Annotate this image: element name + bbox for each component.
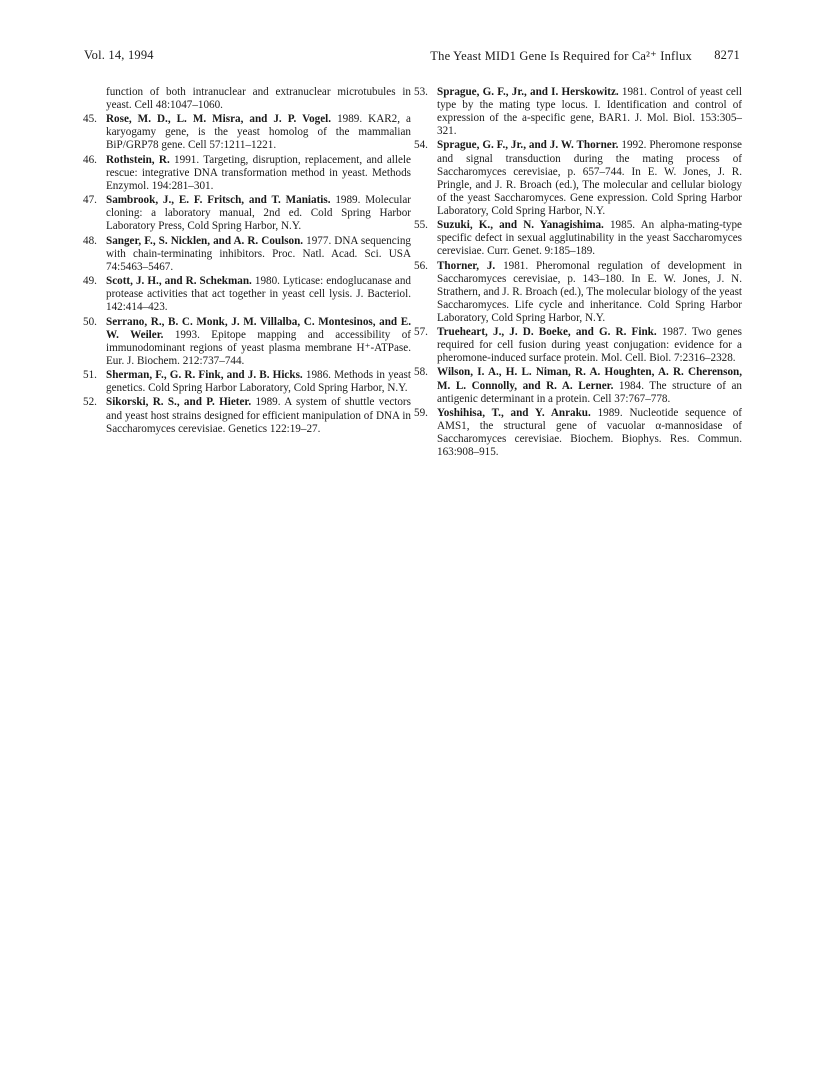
reference-body: [106, 194, 411, 233]
reference-authors: Rothstein, R.: [106, 153, 170, 166]
reference-number: 47.: [83, 194, 97, 207]
reference-number: 59.: [414, 406, 428, 419]
reference-column-right: [414, 86, 742, 460]
reference-body: [106, 316, 411, 368]
reference-body: [437, 260, 742, 325]
reference-number: 55.: [414, 219, 428, 232]
reference-column-left: [83, 86, 411, 437]
reference-text: 1992. Pheromone response and signal transduction during the mating process of Saccharomyces cerevisiae, p. 657–744. In E. W. Jones, J. R. Pringle, and J. R. Broach (ed.), The molecular and cellular biology of the yeast Saccharomyces. Gene expression. Cold Spring Harbor Laboratory, Cold Spring Harbor, N.Y.: [437, 139, 742, 217]
reference-text: 1984. The structure of an antigenic determinant in a protein. Cell 37:767–778.: [437, 379, 742, 405]
reference-number: 53.: [414, 86, 428, 98]
reference-authors: Wilson, I. A., H. L. Niman, R. A. Houghten, A. R. Cherenson, M. L. Connolly, and R. A. Lerner.: [437, 366, 742, 392]
reference-authors: Sprague, G. F., Jr., and I. Herskowitz.: [437, 86, 619, 98]
reference-body: [437, 219, 742, 258]
reference-number: 54.: [414, 139, 428, 152]
reference-text: 1989. Molecular cloning: a laboratory manual, 2nd ed. Cold Spring Harbor Laboratory Press, Cold Spring Harbor, N.Y.: [106, 194, 411, 233]
reference-authors: Sanger, F., S. Nicklen, and A. R. Coulson.: [106, 234, 304, 247]
reference-entry: [414, 260, 742, 325]
reference-text: 1989. A system of shuttle vectors and yeast host strains designed for efficient manipulation of DNA in Saccharomyces cerevisiae. Genetics 122:19–27.: [106, 396, 411, 435]
reference-text: 1989. Nucleotide sequence of AMS1, the structural gene of vacuolar α-mannosidase of Saccharomyces cerevisiae. Biochem. Biophys. Res. Commun. 163:908–915.: [437, 406, 743, 459]
reference-text: 1993. Epitope mapping and accessibility of immunodominant regions of yeast plasma membrane H⁺-ATPase. Eur. J. Biochem. 212:737–744.: [106, 328, 411, 367]
reference-text: 1985. An alpha-mating-type specific defect in sexual agglutinability in the yeast Saccharomyces cerevisiae. Curr. Genet. 9:185–189.: [437, 219, 742, 258]
reference-list-right: [414, 86, 742, 459]
reference-authors: Sambrook, J., E. F. Fritsch, and T. Maniatis.: [106, 194, 331, 207]
reference-entry: [414, 366, 742, 405]
reference-body: [106, 369, 411, 395]
reference-entry: [83, 235, 411, 274]
reference-number: 49.: [83, 275, 97, 288]
reference-entry: [83, 275, 411, 314]
reference-authors: Trueheart, J., J. D. Boeke, and G. R. Fink.: [437, 326, 657, 339]
reference-number: 58.: [414, 366, 428, 379]
reference-entry: [414, 326, 742, 365]
reference-entry: [83, 113, 411, 152]
reference-entry: [83, 369, 411, 395]
reference-authors: Yoshihisa, T., and Y. Anraku.: [437, 406, 591, 419]
reference-entry: [414, 219, 742, 258]
running-title: The Yeast MID1 Gene Is Required for Ca²⁺ Influx: [430, 49, 692, 63]
reference-body: [106, 396, 411, 435]
reference-number: 52.: [83, 396, 97, 409]
reference-entry: [414, 86, 742, 138]
reference-body: [437, 407, 742, 459]
reference-body: [437, 326, 742, 365]
reference-continuation: [83, 86, 411, 112]
reference-entry: [83, 154, 411, 193]
reference-authors: Serrano, R., B. C. Monk, J. M. Villalba, C. Montesinos, and E. W. Weiler.: [106, 315, 411, 341]
reference-body: [437, 86, 742, 138]
reference-number: 51.: [83, 369, 97, 382]
reference-authors: Sprague, G. F., Jr., and J. W. Thorner.: [437, 139, 619, 152]
reference-text: 1991. Targeting, disruption, replacement, and allele rescue: integrative DNA transformation method in yeast. Methods Enzymol. 194:281–301.: [106, 153, 411, 192]
reference-text: 1986. Methods in yeast genetics. Cold Spring Harbor Laboratory, Cold Spring Harbor, N.Y.: [106, 369, 411, 395]
reference-body: [437, 366, 742, 405]
reference-body: [106, 113, 411, 152]
reference-authors: Sikorski, R. S., and P. Hieter.: [106, 396, 252, 409]
reference-body: [437, 139, 742, 217]
reference-entry: [83, 396, 411, 435]
reference-authors: Sherman, F., G. R. Fink, and J. B. Hicks.: [106, 369, 303, 382]
reference-text: 1981. Control of yeast cell type by the mating type locus. I. Identification and control of expression of the a-specific gene, BAR1. J. Mol. Biol. 153:305–321.: [437, 86, 742, 138]
page-number: 8271: [714, 48, 740, 62]
reference-entry: [83, 194, 411, 233]
reference-number: 50.: [83, 315, 97, 328]
page-header: [84, 48, 740, 68]
reference-number: 56.: [414, 259, 428, 272]
reference-text: 1981. Pheromonal regulation of development in Saccharomyces cerevisiae, p. 143–180. In E. W. Jones, J. N. Strathern, and J. R. Broach (ed.), The molecular biology of the yeast Saccharomyces. Life cycle and inheritance. Cold Spring Harbor Laboratory, Cold Spring Harbor, N.Y.: [437, 259, 742, 324]
reference-entry: [83, 316, 411, 368]
reference-authors: Suzuki, K., and N. Yanagishima.: [437, 219, 604, 232]
reference-authors: Thorner, J.: [437, 259, 496, 272]
reference-body: [106, 275, 411, 314]
reference-authors: Rose, M. D., L. M. Misra, and J. P. Vogel.: [106, 113, 332, 126]
reference-entry: [414, 139, 742, 217]
volume-label: Vol. 14, 1994: [84, 48, 154, 62]
reference-number: 46.: [83, 153, 97, 166]
reference-body: [106, 235, 411, 274]
reference-text: 1980. Lyticase: endoglucanase and protease activities that act together in yeast cell lysis. J. Bacteriol. 142:414–423.: [106, 275, 411, 314]
reference-number: 48.: [83, 234, 97, 247]
reference-text: 1977. DNA sequencing with chain-terminating inhibitors. Proc. Natl. Acad. Sci. USA 74:5463–5467.: [106, 234, 411, 273]
reference-list-left: [83, 113, 411, 435]
reference-text: function of both intranuclear and extranuclear microtubules in yeast. Cell 48:1047–1060.: [106, 86, 411, 112]
reference-number: 45.: [83, 113, 97, 126]
reference-authors: Scott, J. H., and R. Schekman.: [106, 275, 252, 288]
reference-number: 57.: [414, 326, 428, 339]
reference-text: 1989. KAR2, a karyogamy gene, is the yeast homolog of the mammalian BiP/GRP78 gene. Cell 57:1211–1221.: [106, 113, 411, 152]
reference-entry: [414, 407, 742, 459]
reference-text: 1987. Two genes required for cell fusion during yeast conjugation: evidence for a pheromone-induced surface protein. Mol. Cell. Biol. 7:2316–2328.: [437, 326, 743, 365]
reference-body: [106, 154, 411, 193]
